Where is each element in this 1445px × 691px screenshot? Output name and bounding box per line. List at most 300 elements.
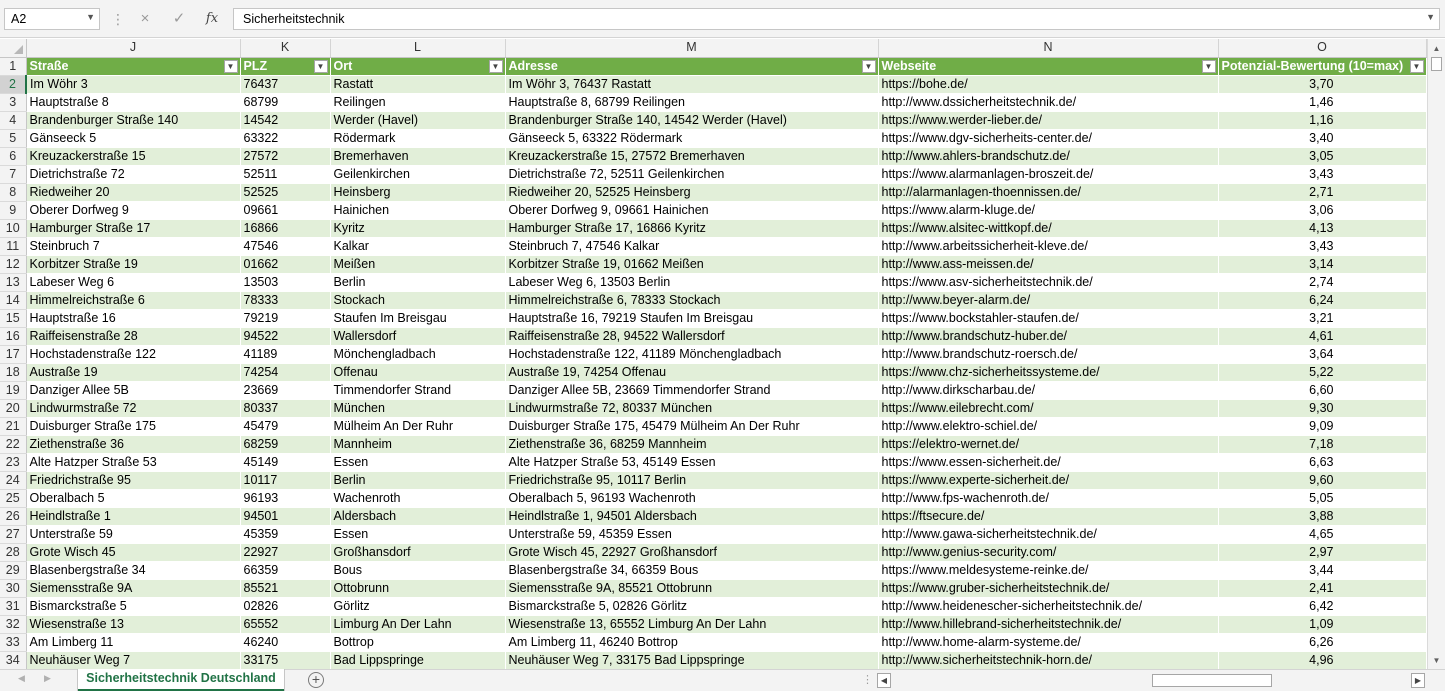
cell-plz[interactable]: 23669 bbox=[240, 381, 330, 399]
cell-strasse[interactable]: Raiffeisenstraße 28 bbox=[26, 327, 240, 345]
row-header[interactable]: 3 bbox=[0, 93, 26, 111]
cell-bewertung[interactable]: 3,43 bbox=[1218, 165, 1426, 183]
cell-strasse[interactable]: Lindwurmstraße 72 bbox=[26, 399, 240, 417]
cell-plz[interactable]: 96193 bbox=[240, 489, 330, 507]
cell-plz[interactable]: 74254 bbox=[240, 363, 330, 381]
cell-strasse[interactable]: Alte Hatzper Straße 53 bbox=[26, 453, 240, 471]
cell-bewertung[interactable]: 6,60 bbox=[1218, 381, 1426, 399]
cell-plz[interactable]: 66359 bbox=[240, 561, 330, 579]
cell-bewertung[interactable]: 7,18 bbox=[1218, 435, 1426, 453]
cell-ort[interactable]: Hainichen bbox=[330, 201, 505, 219]
cell-ort[interactable]: Mannheim bbox=[330, 435, 505, 453]
cell-plz[interactable]: 01662 bbox=[240, 255, 330, 273]
row-header[interactable]: 12 bbox=[0, 255, 26, 273]
cell-bewertung[interactable]: 6,26 bbox=[1218, 633, 1426, 651]
table-header-row bbox=[0, 57, 1426, 75]
row-header[interactable]: 21 bbox=[0, 417, 26, 435]
cell-plz[interactable]: 33175 bbox=[240, 651, 330, 669]
insert-function-icon[interactable]: fx bbox=[205, 11, 219, 26]
cell-ort[interactable]: Wachenroth bbox=[330, 489, 505, 507]
cell-webseite[interactable]: https://www.gruber-sicherheitstechnik.de/ bbox=[878, 579, 1218, 597]
row-header[interactable]: 26 bbox=[0, 507, 26, 525]
cell-adresse[interactable]: Grote Wisch 45, 22927 Großhansdorf bbox=[505, 543, 878, 561]
cell-webseite[interactable]: https://www.alsitec-wittkopf.de/ bbox=[878, 219, 1218, 237]
cell-ort[interactable]: Timmendorfer Strand bbox=[330, 381, 505, 399]
header-cell-bewertung[interactable] bbox=[1218, 57, 1426, 75]
row-header[interactable]: 14 bbox=[0, 291, 26, 309]
cell-adresse[interactable]: Labeser Weg 6, 13503 Berlin bbox=[505, 273, 878, 291]
table-row bbox=[0, 309, 1426, 327]
cell-plz[interactable]: 79219 bbox=[240, 309, 330, 327]
cell-bewertung[interactable]: 3,43 bbox=[1218, 237, 1426, 255]
table-row bbox=[0, 399, 1426, 417]
cell-bewertung[interactable]: 6,24 bbox=[1218, 291, 1426, 309]
cell-bewertung[interactable]: 2,74 bbox=[1218, 273, 1426, 291]
cell-strasse[interactable]: Hamburger Straße 17 bbox=[26, 219, 240, 237]
cell-webseite[interactable]: https://www.alarm-kluge.de/ bbox=[878, 201, 1218, 219]
scroll-down-icon[interactable]: ▼ bbox=[1432, 656, 1441, 665]
vertical-scroll-thumb[interactable] bbox=[1431, 57, 1442, 71]
cell-plz[interactable]: 41189 bbox=[240, 345, 330, 363]
row-header[interactable]: 10 bbox=[0, 219, 26, 237]
cell-webseite[interactable]: http://www.arbeitssicherheit-kleve.de/ bbox=[878, 237, 1218, 255]
row-header[interactable]: 33 bbox=[0, 633, 26, 651]
cell-strasse[interactable]: Hochstadenstraße 122 bbox=[26, 345, 240, 363]
cell-ort[interactable]: Wallersdorf bbox=[330, 327, 505, 345]
cell-strasse[interactable]: Steinbruch 7 bbox=[26, 237, 240, 255]
cell-strasse[interactable]: Grote Wisch 45 bbox=[26, 543, 240, 561]
cell-ort[interactable]: Werder (Havel) bbox=[330, 111, 505, 129]
cell-plz[interactable]: 47546 bbox=[240, 237, 330, 255]
cell-bewertung[interactable]: 3,88 bbox=[1218, 507, 1426, 525]
cell-webseite[interactable]: http://www.ass-meissen.de/ bbox=[878, 255, 1218, 273]
cell-adresse[interactable]: Hamburger Straße 17, 16866 Kyritz bbox=[505, 219, 878, 237]
cell-strasse[interactable]: Blasenbergstraße 34 bbox=[26, 561, 240, 579]
cell-bewertung[interactable]: 4,65 bbox=[1218, 525, 1426, 543]
cell-adresse[interactable]: Siemensstraße 9A, 85521 Ottobrunn bbox=[505, 579, 878, 597]
cell-bewertung[interactable]: 3,70 bbox=[1218, 75, 1426, 93]
cell-adresse[interactable]: Riedweiher 20, 52525 Heinsberg bbox=[505, 183, 878, 201]
row-header[interactable]: 28 bbox=[0, 543, 26, 561]
cell-webseite[interactable]: http://www.dirkscharbau.de/ bbox=[878, 381, 1218, 399]
enter-icon[interactable]: ✓ bbox=[172, 10, 186, 27]
row-header[interactable]: 32 bbox=[0, 615, 26, 633]
cell-plz[interactable]: 45149 bbox=[240, 453, 330, 471]
cell-plz[interactable]: 78333 bbox=[240, 291, 330, 309]
cell-webseite[interactable]: http://www.ahlers-brandschutz.de/ bbox=[878, 147, 1218, 165]
cell-webseite[interactable]: https://elektro-wernet.de/ bbox=[878, 435, 1218, 453]
cell-plz[interactable]: 45359 bbox=[240, 525, 330, 543]
cell-ort[interactable]: Offenau bbox=[330, 363, 505, 381]
filter-dropdown-icon[interactable]: ▼ bbox=[862, 60, 876, 73]
cell-adresse[interactable]: Blasenbergstraße 34, 66359 Bous bbox=[505, 561, 878, 579]
table-row bbox=[0, 489, 1426, 507]
cell-strasse[interactable]: Heindlstraße 1 bbox=[26, 507, 240, 525]
cell-ort[interactable]: Großhansdorf bbox=[330, 543, 505, 561]
cell-webseite[interactable]: https://www.werder-lieber.de/ bbox=[878, 111, 1218, 129]
formula-input[interactable] bbox=[233, 8, 1440, 30]
sheet-table bbox=[0, 39, 1427, 670]
row-header[interactable]: 31 bbox=[0, 597, 26, 615]
cell-plz[interactable]: 13503 bbox=[240, 273, 330, 291]
cell-plz[interactable]: 68799 bbox=[240, 93, 330, 111]
cell-webseite[interactable]: http://www.beyer-alarm.de/ bbox=[878, 291, 1218, 309]
cell-bewertung[interactable]: 5,05 bbox=[1218, 489, 1426, 507]
cell-bewertung[interactable]: 9,60 bbox=[1218, 471, 1426, 489]
cancel-icon[interactable]: × bbox=[140, 10, 150, 27]
cell-ort[interactable]: Staufen Im Breisgau bbox=[330, 309, 505, 327]
cell-bewertung[interactable]: 3,06 bbox=[1218, 201, 1426, 219]
cell-ort[interactable]: Essen bbox=[330, 453, 505, 471]
sheet-tab-bar bbox=[0, 669, 1445, 691]
cell-bewertung[interactable]: 4,13 bbox=[1218, 219, 1426, 237]
cell-plz[interactable]: 63322 bbox=[240, 129, 330, 147]
cell-strasse[interactable]: Neuhäuser Weg 7 bbox=[26, 651, 240, 669]
row-header[interactable]: 9 bbox=[0, 201, 26, 219]
cell-bewertung[interactable]: 9,30 bbox=[1218, 399, 1426, 417]
row-header[interactable]: 5 bbox=[0, 129, 26, 147]
filter-dropdown-icon[interactable]: ▼ bbox=[1202, 60, 1216, 73]
column-header-j[interactable]: J bbox=[26, 39, 240, 57]
cell-ort[interactable]: Essen bbox=[330, 525, 505, 543]
worksheet-grid bbox=[0, 39, 1427, 670]
column-header-m[interactable]: M bbox=[505, 39, 878, 57]
table-row bbox=[0, 561, 1426, 579]
cell-webseite[interactable]: http://www.hillebrand-sicherheitstechnik.de/ bbox=[878, 615, 1218, 633]
cell-ort[interactable]: Bous bbox=[330, 561, 505, 579]
cell-adresse[interactable]: Duisburger Straße 175, 45479 Mülheim An Der Ruhr bbox=[505, 417, 878, 435]
row-header[interactable]: 25 bbox=[0, 489, 26, 507]
cell-strasse[interactable]: Danziger Allee 5B bbox=[26, 381, 240, 399]
cell-adresse[interactable]: Alte Hatzper Straße 53, 45149 Essen bbox=[505, 453, 878, 471]
sheet-tab-active[interactable]: Sicherheitstechnik Deutschland bbox=[78, 669, 284, 691]
cell-plz[interactable]: 80337 bbox=[240, 399, 330, 417]
cell-adresse[interactable]: Raiffeisenstraße 28, 94522 Wallersdorf bbox=[505, 327, 878, 345]
table-row bbox=[0, 417, 1426, 435]
header-label: Ort bbox=[333, 58, 353, 73]
cell-ort[interactable]: München bbox=[330, 399, 505, 417]
select-all-corner[interactable] bbox=[0, 39, 26, 57]
cell-bewertung[interactable]: 3,64 bbox=[1218, 345, 1426, 363]
column-header-o[interactable]: O bbox=[1218, 39, 1426, 57]
cell-ort[interactable]: Bad Lippspringe bbox=[330, 651, 505, 669]
cell-webseite[interactable]: http://www.heidenescher-sicherheitstechnik.de/ bbox=[878, 597, 1218, 615]
formula-content: Sicherheitstechnik bbox=[243, 12, 345, 26]
cell-bewertung[interactable]: 3,40 bbox=[1218, 129, 1426, 147]
cell-strasse[interactable]: Korbitzer Straße 19 bbox=[26, 255, 240, 273]
cell-webseite[interactable]: https://www.asv-sicherheitstechnik.de/ bbox=[878, 273, 1218, 291]
cell-strasse[interactable]: Ziethenstraße 36 bbox=[26, 435, 240, 453]
cell-adresse[interactable]: Oberer Dorfweg 9, 09661 Hainichen bbox=[505, 201, 878, 219]
table-row bbox=[0, 597, 1426, 615]
cell-adresse[interactable]: Neuhäuser Weg 7, 33175 Bad Lippspringe bbox=[505, 651, 878, 669]
table-row bbox=[0, 471, 1426, 489]
cell-webseite[interactable]: https://www.alarmanlagen-broszeit.de/ bbox=[878, 165, 1218, 183]
cell-webseite[interactable]: https://ftsecure.de/ bbox=[878, 507, 1218, 525]
cell-adresse[interactable]: Oberalbach 5, 96193 Wachenroth bbox=[505, 489, 878, 507]
header-cell-strasse[interactable] bbox=[26, 57, 240, 75]
row-header[interactable]: 2 bbox=[0, 75, 26, 93]
cell-adresse[interactable]: Hauptstraße 8, 68799 Reilingen bbox=[505, 93, 878, 111]
cell-ort[interactable]: Rastatt bbox=[330, 75, 505, 93]
cell-strasse[interactable]: Wiesenstraße 13 bbox=[26, 615, 240, 633]
cell-adresse[interactable]: Himmelreichstraße 6, 78333 Stockach bbox=[505, 291, 878, 309]
cell-plz[interactable]: 02826 bbox=[240, 597, 330, 615]
name-box[interactable] bbox=[4, 8, 100, 30]
table-row bbox=[0, 435, 1426, 453]
cell-webseite[interactable]: https://www.dgv-sicherheits-center.de/ bbox=[878, 129, 1218, 147]
cell-strasse[interactable]: Himmelreichstraße 6 bbox=[26, 291, 240, 309]
row-header[interactable]: 23 bbox=[0, 453, 26, 471]
cell-adresse[interactable]: Dietrichstraße 72, 52511 Geilenkirchen bbox=[505, 165, 878, 183]
column-header-l[interactable]: L bbox=[330, 39, 505, 57]
table-row bbox=[0, 345, 1426, 363]
cell-bewertung[interactable]: 6,63 bbox=[1218, 453, 1426, 471]
cell-plz[interactable]: 94522 bbox=[240, 327, 330, 345]
cell-strasse[interactable]: Labeser Weg 6 bbox=[26, 273, 240, 291]
cell-bewertung[interactable]: 6,42 bbox=[1218, 597, 1426, 615]
cell-bewertung[interactable]: 3,44 bbox=[1218, 561, 1426, 579]
cell-strasse[interactable]: Friedrichstraße 95 bbox=[26, 471, 240, 489]
cell-bewertung[interactable]: 1,09 bbox=[1218, 615, 1426, 633]
cell-plz[interactable]: 65552 bbox=[240, 615, 330, 633]
cell-plz[interactable]: 68259 bbox=[240, 435, 330, 453]
cell-adresse[interactable]: Gänseeck 5, 63322 Rödermark bbox=[505, 129, 878, 147]
cell-bewertung[interactable]: 5,22 bbox=[1218, 363, 1426, 381]
cell-plz[interactable]: 85521 bbox=[240, 579, 330, 597]
cell-bewertung[interactable]: 3,05 bbox=[1218, 147, 1426, 165]
cell-webseite[interactable]: https://bohe.de/ bbox=[878, 75, 1218, 93]
scroll-left-icon[interactable]: ◀ bbox=[877, 673, 891, 688]
cell-webseite[interactable]: https://www.experte-sicherheit.de/ bbox=[878, 471, 1218, 489]
row-header[interactable]: 17 bbox=[0, 345, 26, 363]
cell-bewertung[interactable]: 1,46 bbox=[1218, 93, 1426, 111]
cell-strasse[interactable]: Am Limberg 11 bbox=[26, 633, 240, 651]
cell-ort[interactable]: Bottrop bbox=[330, 633, 505, 651]
table-row bbox=[0, 543, 1426, 561]
cell-strasse[interactable]: Austraße 19 bbox=[26, 363, 240, 381]
cell-webseite[interactable]: https://www.meldesysteme-reinke.de/ bbox=[878, 561, 1218, 579]
cell-strasse[interactable]: Unterstraße 59 bbox=[26, 525, 240, 543]
cell-plz[interactable]: 94501 bbox=[240, 507, 330, 525]
filter-dropdown-icon[interactable]: ▼ bbox=[224, 60, 238, 73]
row-header[interactable]: 13 bbox=[0, 273, 26, 291]
cell-ort[interactable]: Meißen bbox=[330, 255, 505, 273]
row-header[interactable]: 34 bbox=[0, 651, 26, 669]
table-row bbox=[0, 327, 1426, 345]
filter-dropdown-icon[interactable]: ▼ bbox=[489, 60, 503, 73]
name-box-dropdown-icon[interactable]: ▼ bbox=[86, 12, 95, 22]
cell-bewertung[interactable]: 9,09 bbox=[1218, 417, 1426, 435]
row-header[interactable]: 27 bbox=[0, 525, 26, 543]
cell-strasse[interactable]: Dietrichstraße 72 bbox=[26, 165, 240, 183]
cell-bewertung[interactable]: 2,71 bbox=[1218, 183, 1426, 201]
header-cell-webseite[interactable] bbox=[878, 57, 1218, 75]
cell-webseite[interactable]: http://www.brandschutz-roersch.de/ bbox=[878, 345, 1218, 363]
table-row bbox=[0, 651, 1426, 669]
cell-ort[interactable]: Limburg An Der Lahn bbox=[330, 615, 505, 633]
cell-plz[interactable]: 09661 bbox=[240, 201, 330, 219]
cell-plz[interactable]: 10117 bbox=[240, 471, 330, 489]
row-header[interactable]: 11 bbox=[0, 237, 26, 255]
header-cell-plz[interactable] bbox=[240, 57, 330, 75]
cell-webseite[interactable]: https://www.chz-sicherheitssysteme.de/ bbox=[878, 363, 1218, 381]
formula-bar bbox=[0, 0, 1445, 38]
cell-adresse[interactable]: Ziethenstraße 36, 68259 Mannheim bbox=[505, 435, 878, 453]
table-row bbox=[0, 93, 1426, 111]
cell-plz[interactable]: 22927 bbox=[240, 543, 330, 561]
filter-dropdown-icon[interactable]: ▼ bbox=[1410, 60, 1424, 73]
filter-dropdown-icon[interactable]: ▼ bbox=[314, 60, 328, 73]
cell-adresse[interactable]: Friedrichstraße 95, 10117 Berlin bbox=[505, 471, 878, 489]
cell-adresse[interactable]: Hauptstraße 16, 79219 Staufen Im Breisgau bbox=[505, 309, 878, 327]
header-cell-ort[interactable] bbox=[330, 57, 505, 75]
horizontal-scrollbar[interactable] bbox=[877, 673, 1425, 688]
row-header[interactable]: 22 bbox=[0, 435, 26, 453]
next-sheet-icon[interactable]: ▶ bbox=[44, 673, 51, 683]
cell-webseite[interactable]: http://www.dssicherheitstechnik.de/ bbox=[878, 93, 1218, 111]
row-header[interactable]: 30 bbox=[0, 579, 26, 597]
cell-strasse[interactable]: Hauptstraße 16 bbox=[26, 309, 240, 327]
cell-ort[interactable]: Kyritz bbox=[330, 219, 505, 237]
cell-ort[interactable]: Rödermark bbox=[330, 129, 505, 147]
cell-adresse[interactable]: Steinbruch 7, 47546 Kalkar bbox=[505, 237, 878, 255]
cell-ort[interactable]: Berlin bbox=[330, 273, 505, 291]
cell-ort[interactable]: Mülheim An Der Ruhr bbox=[330, 417, 505, 435]
cell-ort[interactable]: Kalkar bbox=[330, 237, 505, 255]
cell-ort[interactable]: Geilenkirchen bbox=[330, 165, 505, 183]
cell-plz[interactable]: 27572 bbox=[240, 147, 330, 165]
row-header[interactable]: 1 bbox=[0, 57, 26, 75]
scroll-right-icon[interactable]: ▶ bbox=[1411, 673, 1425, 688]
vertical-scrollbar[interactable] bbox=[1427, 39, 1445, 669]
cell-webseite[interactable]: http://alarmanlagen-thoennissen.de/ bbox=[878, 183, 1218, 201]
expand-formula-bar-icon[interactable]: ▼ bbox=[1426, 12, 1435, 22]
row-header[interactable]: 24 bbox=[0, 471, 26, 489]
cell-adresse[interactable]: Heindlstraße 1, 94501 Aldersbach bbox=[505, 507, 878, 525]
cell-ort[interactable]: Görlitz bbox=[330, 597, 505, 615]
cell-plz[interactable]: 76437 bbox=[240, 75, 330, 93]
cell-plz[interactable]: 52525 bbox=[240, 183, 330, 201]
cell-adresse[interactable]: Korbitzer Straße 19, 01662 Meißen bbox=[505, 255, 878, 273]
header-label: Adresse bbox=[508, 58, 558, 73]
column-header-k[interactable]: K bbox=[240, 39, 330, 57]
row-header[interactable]: 19 bbox=[0, 381, 26, 399]
cell-bewertung[interactable]: 2,41 bbox=[1218, 579, 1426, 597]
cell-webseite[interactable]: https://www.eilebrecht.com/ bbox=[878, 399, 1218, 417]
cell-adresse[interactable]: Wiesenstraße 13, 65552 Limburg An Der Lahn bbox=[505, 615, 878, 633]
cell-ort[interactable]: Ottobrunn bbox=[330, 579, 505, 597]
cell-adresse[interactable]: Kreuzackerstraße 15, 27572 Bremerhaven bbox=[505, 147, 878, 165]
cell-strasse[interactable]: Riedweiher 20 bbox=[26, 183, 240, 201]
cell-strasse[interactable]: Hauptstraße 8 bbox=[26, 93, 240, 111]
cell-bewertung[interactable]: 4,61 bbox=[1218, 327, 1426, 345]
row-header[interactable]: 7 bbox=[0, 165, 26, 183]
cell-strasse[interactable]: Oberer Dorfweg 9 bbox=[26, 201, 240, 219]
table-row bbox=[0, 75, 1426, 93]
cell-ort[interactable]: Bremerhaven bbox=[330, 147, 505, 165]
cell-adresse[interactable]: Im Wöhr 3, 76437 Rastatt bbox=[505, 75, 878, 93]
cell-plz[interactable]: 46240 bbox=[240, 633, 330, 651]
column-header-n[interactable]: N bbox=[878, 39, 1218, 57]
cell-bewertung[interactable]: 3,21 bbox=[1218, 309, 1426, 327]
scroll-up-icon[interactable]: ▲ bbox=[1432, 44, 1441, 53]
cell-bewertung[interactable]: 3,14 bbox=[1218, 255, 1426, 273]
cell-webseite[interactable]: https://www.essen-sicherheit.de/ bbox=[878, 453, 1218, 471]
cell-webseite[interactable]: http://www.sicherheitstechnik-horn.de/ bbox=[878, 651, 1218, 669]
cell-ort[interactable]: Mönchengladbach bbox=[330, 345, 505, 363]
cell-bewertung[interactable]: 4,96 bbox=[1218, 651, 1426, 669]
tab-split-grip-icon[interactable]: ⋮ bbox=[862, 674, 873, 686]
cell-webseite[interactable]: http://www.elektro-schiel.de/ bbox=[878, 417, 1218, 435]
cell-adresse[interactable]: Danziger Allee 5B, 23669 Timmendorfer Strand bbox=[505, 381, 878, 399]
cell-strasse[interactable]: Im Wöhr 3 bbox=[26, 75, 240, 93]
horizontal-scroll-thumb[interactable] bbox=[1152, 674, 1272, 687]
cell-plz[interactable]: 52511 bbox=[240, 165, 330, 183]
cell-plz[interactable]: 16866 bbox=[240, 219, 330, 237]
cell-strasse[interactable]: Bismarckstraße 5 bbox=[26, 597, 240, 615]
cell-strasse[interactable]: Siemensstraße 9A bbox=[26, 579, 240, 597]
table-row bbox=[0, 237, 1426, 255]
header-cell-adresse[interactable] bbox=[505, 57, 878, 75]
row-header[interactable]: 4 bbox=[0, 111, 26, 129]
table-row bbox=[0, 525, 1426, 543]
cell-plz[interactable]: 14542 bbox=[240, 111, 330, 129]
cell-strasse[interactable]: Brandenburger Straße 140 bbox=[26, 111, 240, 129]
row-header[interactable]: 16 bbox=[0, 327, 26, 345]
cell-bewertung[interactable]: 1,16 bbox=[1218, 111, 1426, 129]
cell-adresse[interactable]: Am Limberg 11, 46240 Bottrop bbox=[505, 633, 878, 651]
table-row bbox=[0, 219, 1426, 237]
cell-webseite[interactable]: http://www.home-alarm-systeme.de/ bbox=[878, 633, 1218, 651]
header-label: PLZ bbox=[243, 58, 268, 73]
cell-ort[interactable]: Aldersbach bbox=[330, 507, 505, 525]
row-header[interactable]: 20 bbox=[0, 399, 26, 417]
cell-adresse[interactable]: Hochstadenstraße 122, 41189 Mönchengladbach bbox=[505, 345, 878, 363]
row-header[interactable]: 6 bbox=[0, 147, 26, 165]
table-row bbox=[0, 291, 1426, 309]
header-label: Webseite bbox=[881, 58, 937, 73]
cell-ort[interactable]: Stockach bbox=[330, 291, 505, 309]
cell-strasse[interactable]: Oberalbach 5 bbox=[26, 489, 240, 507]
prev-sheet-icon[interactable]: ◀ bbox=[18, 673, 25, 683]
cell-ort[interactable]: Heinsberg bbox=[330, 183, 505, 201]
table-row bbox=[0, 255, 1426, 273]
cell-strasse[interactable]: Gänseeck 5 bbox=[26, 129, 240, 147]
cell-webseite[interactable]: http://www.fps-wachenroth.de/ bbox=[878, 489, 1218, 507]
cell-webseite[interactable]: http://www.brandschutz-huber.de/ bbox=[878, 327, 1218, 345]
cell-plz[interactable]: 45479 bbox=[240, 417, 330, 435]
cell-ort[interactable]: Berlin bbox=[330, 471, 505, 489]
cell-adresse[interactable]: Unterstraße 59, 45359 Essen bbox=[505, 525, 878, 543]
row-header[interactable]: 15 bbox=[0, 309, 26, 327]
cell-ort[interactable]: Reilingen bbox=[330, 93, 505, 111]
cell-adresse[interactable]: Austraße 19, 74254 Offenau bbox=[505, 363, 878, 381]
cell-adresse[interactable]: Bismarckstraße 5, 02826 Görlitz bbox=[505, 597, 878, 615]
cell-adresse[interactable]: Brandenburger Straße 140, 14542 Werder (Havel) bbox=[505, 111, 878, 129]
cell-strasse[interactable]: Duisburger Straße 175 bbox=[26, 417, 240, 435]
cell-bewertung[interactable]: 2,97 bbox=[1218, 543, 1426, 561]
cell-strasse[interactable]: Kreuzackerstraße 15 bbox=[26, 147, 240, 165]
cell-adresse[interactable]: Lindwurmstraße 72, 80337 München bbox=[505, 399, 878, 417]
row-header[interactable]: 29 bbox=[0, 561, 26, 579]
row-header[interactable]: 18 bbox=[0, 363, 26, 381]
row-header[interactable]: 8 bbox=[0, 183, 26, 201]
cell-webseite[interactable]: https://www.bockstahler-staufen.de/ bbox=[878, 309, 1218, 327]
cell-webseite[interactable]: http://www.gawa-sicherheitstechnik.de/ bbox=[878, 525, 1218, 543]
cell-webseite[interactable]: http://www.genius-security.com/ bbox=[878, 543, 1218, 561]
add-sheet-icon[interactable]: + bbox=[308, 672, 324, 688]
